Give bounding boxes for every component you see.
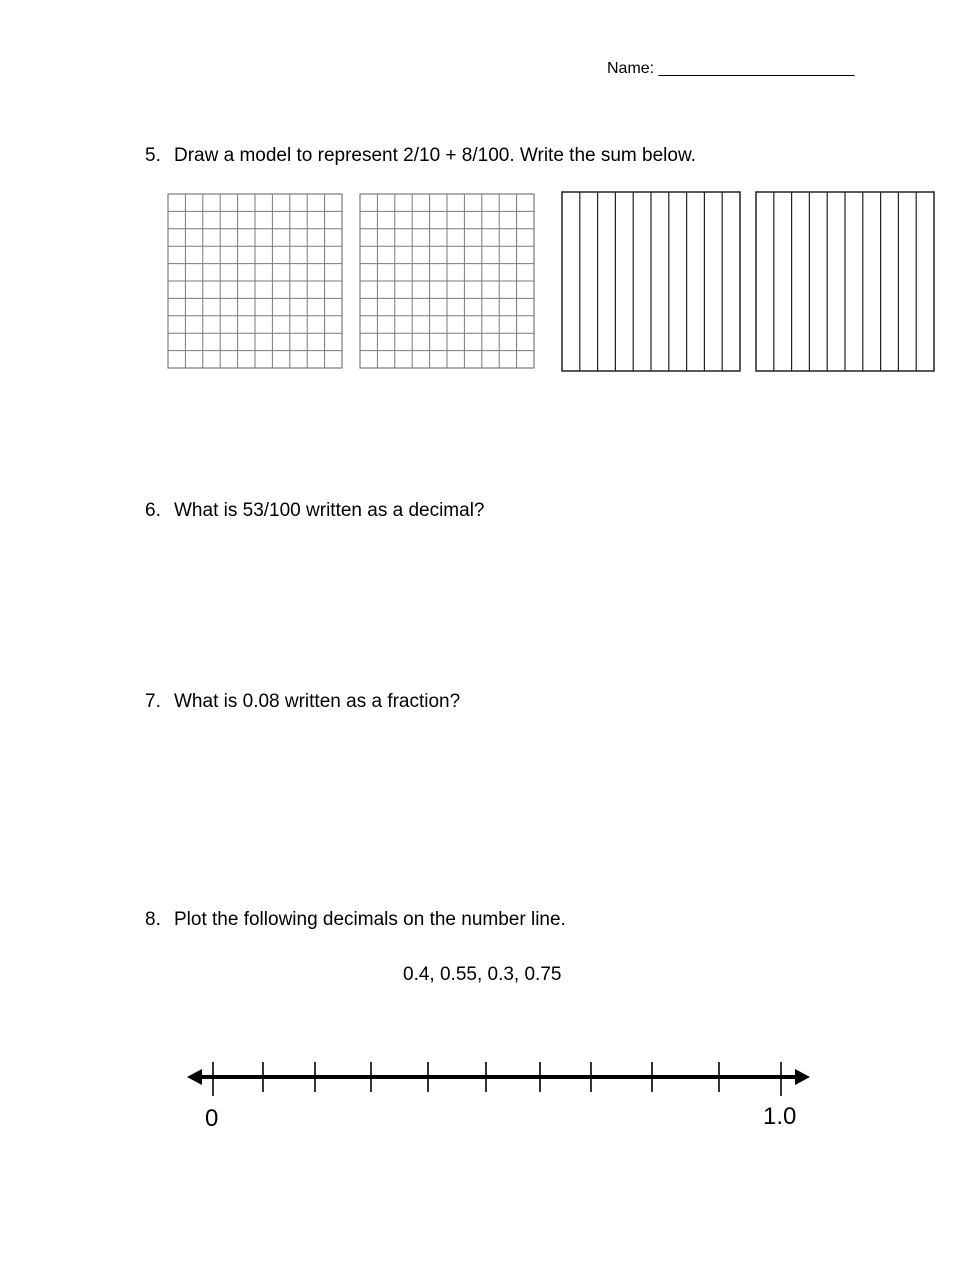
- question-7: [145, 691, 460, 713]
- question-text: Draw a model to represent 2/10 + 8/100. Write the sum below.: [174, 145, 696, 166]
- question-6: [145, 500, 485, 522]
- hundred-grid: [168, 194, 342, 368]
- question-number: 7.: [145, 691, 161, 712]
- tenths-strip-model: [756, 192, 934, 371]
- name-field-label: Name: ______________________: [607, 60, 855, 77]
- question-text: What is 0.08 written as a fraction?: [174, 691, 461, 712]
- decimal-models: [0, 0, 979, 420]
- question-number: 5.: [145, 145, 161, 166]
- number-line-end-label: 1.0: [763, 1103, 797, 1130]
- hundred-grid: [360, 194, 534, 368]
- question-text: Plot the following decimals on the number line.: [174, 909, 566, 930]
- left-arrow-head: [187, 1069, 202, 1085]
- number-line-start-label: 0: [205, 1105, 219, 1132]
- question-text: What is 53/100 written as a decimal?: [174, 500, 485, 521]
- tenths-strip-model: [562, 192, 740, 371]
- question-8: [145, 909, 566, 931]
- decimals-to-plot: 0.4, 0.55, 0.3, 0.75: [403, 964, 562, 985]
- right-arrow-head: [795, 1069, 810, 1085]
- question-number: 6.: [145, 500, 161, 521]
- question-number: 8.: [145, 909, 161, 930]
